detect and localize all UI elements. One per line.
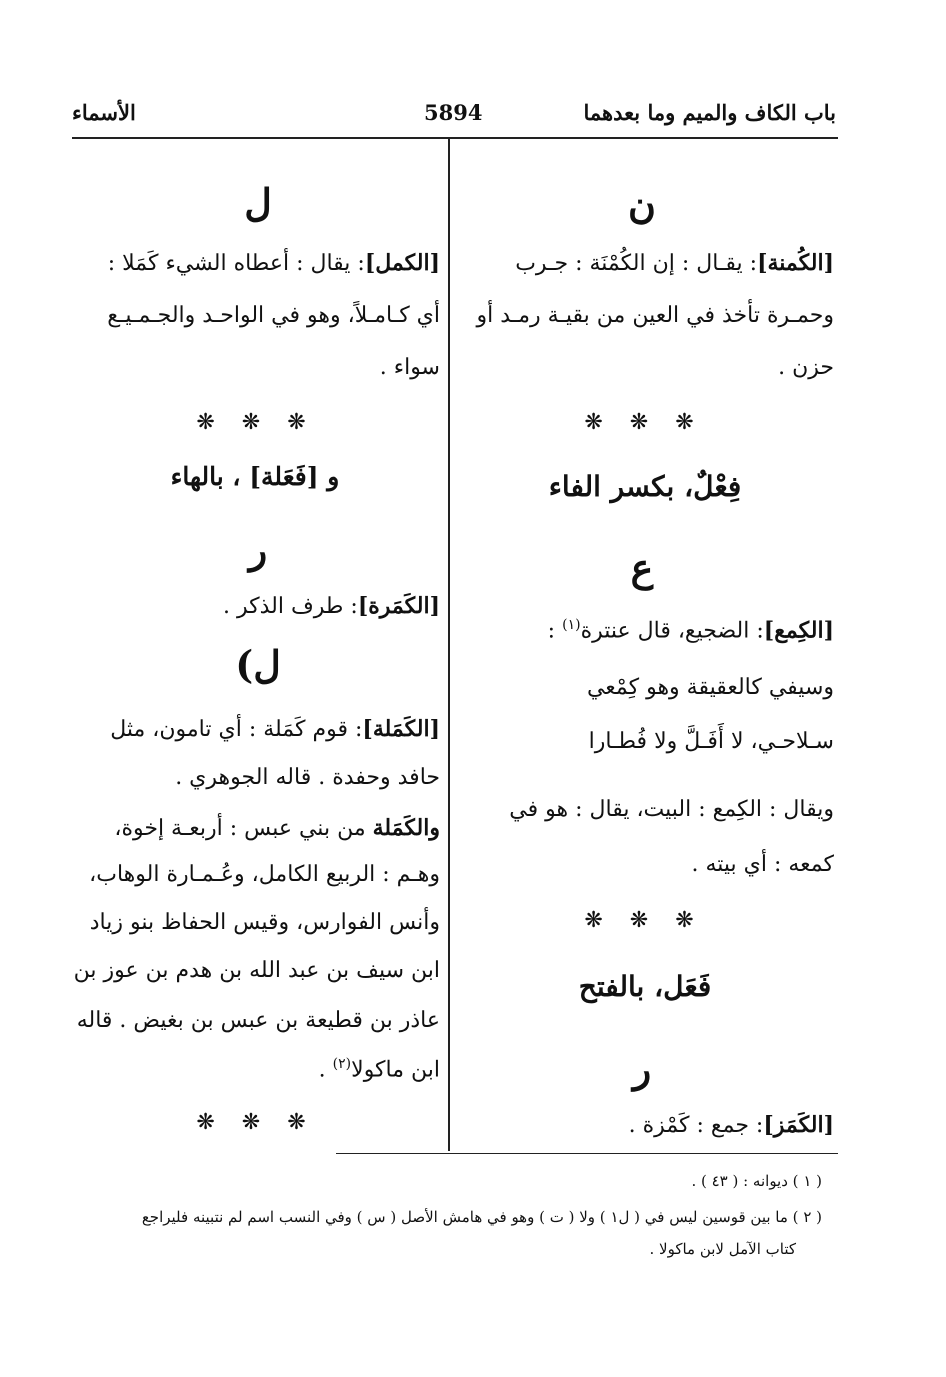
section-letter-noon: ن bbox=[628, 182, 656, 227]
verse-hemistich-2: سـلاحـي، لا أَفَـلَّ ولا فُطـارا bbox=[588, 729, 834, 754]
entry-kamaz-term: [الكَمَز] bbox=[763, 1112, 834, 1138]
entry-kamala2-text6: ابن ماكولا bbox=[351, 1057, 440, 1083]
entry-kamala-term: [الكَمَلة] bbox=[362, 716, 440, 742]
entry-kim-line2: ويقال : الكِمع : البيت، يقال : هو في bbox=[509, 797, 834, 822]
footnote-2-line1: ( ٢ ) ما بين قوسين ليس في ( ل١ ) ولا ( ت ) وهو في هامش الأصل ( س ) وفي النسب اسم لم نتبينه فليراجع bbox=[141, 1208, 822, 1226]
entry-kamara bbox=[223, 593, 440, 619]
entry-kamala2-line3: وأنس الفوارس، وقيس الحفاظ بنو زياد bbox=[89, 910, 440, 935]
footnote-2-line2: كتاب الآمل لابن ماكولا . bbox=[649, 1240, 796, 1258]
section-letter-lam: ل bbox=[244, 180, 272, 225]
entry-kamil-line3: سواء . bbox=[379, 355, 440, 380]
entry-kamil-line1 bbox=[108, 250, 440, 276]
entry-kim-colon: : bbox=[547, 618, 556, 644]
section-letter-lam-bracketed: (ل bbox=[235, 642, 281, 687]
separator-stars: ❋ ❋ ❋ bbox=[196, 410, 316, 435]
footnote-rule bbox=[336, 1153, 838, 1154]
section-letter-ra: ر bbox=[248, 527, 268, 572]
footnote-1: ( ١ ) ديوانه : ( ٤٣ ) . bbox=[691, 1172, 822, 1190]
section-letter-ain: ع bbox=[630, 545, 654, 590]
entry-kamala2-line2: وهـم : الربيع الكامل، وعُـمـارة الوهاب، bbox=[89, 862, 440, 887]
entry-kumna-term: [الكُمنة] bbox=[757, 250, 834, 276]
entry-kamala2-line1 bbox=[114, 815, 440, 841]
entry-kamara-term: [الكَمَرة] bbox=[357, 593, 440, 619]
page-number: 5894 bbox=[424, 100, 483, 125]
entry-kamala2-line5: عاذر بن قطيعة بن عبس بن بغيض . قاله bbox=[76, 1008, 440, 1033]
entry-kim-line3: كمعه : أي بيته . bbox=[691, 852, 834, 877]
heading-faala-haa: و [فَعَلة] ، بالهاء bbox=[170, 462, 340, 491]
entry-kamara-text: : طرف الذكر . bbox=[223, 594, 358, 619]
footnote-ref-2: (٢) bbox=[332, 1056, 352, 1072]
entry-kumna-line2: وحمـرة تأخذ في العين من بقيـة رمـد أو bbox=[476, 303, 834, 328]
entry-kamil-line2: أي كـامـلاً، وهو في الواحـد والجـمـيـع bbox=[107, 303, 440, 328]
entry-kamil-term: [الكمل] bbox=[364, 250, 440, 276]
header-rule bbox=[72, 137, 838, 139]
entry-kamil-text: : يقال : أعطاه الشيء كَمَلا : bbox=[107, 251, 365, 276]
entry-kamaz bbox=[629, 1112, 834, 1138]
running-head-left: الأسماء bbox=[72, 100, 136, 125]
separator-stars: ❋ ❋ ❋ bbox=[584, 908, 704, 933]
entry-kumna-text: : يقـال : إن الكُمْنَة : جـرب bbox=[515, 251, 758, 276]
entry-kamala-line1 bbox=[110, 716, 440, 742]
column-divider bbox=[448, 139, 450, 1151]
footnote-ref-1: (١) bbox=[562, 617, 581, 633]
entry-kamala2-term: والكَمَلة bbox=[372, 815, 440, 841]
separator-stars: ❋ ❋ ❋ bbox=[196, 1110, 316, 1135]
entry-kamala-text: : قوم كَمَلة : أي تامون، مثل bbox=[110, 717, 363, 742]
heading-fiel-kasr: فِعْلٌ، بكسر الفاء bbox=[548, 470, 742, 503]
entry-kamala2-text: من بني عبس : أربعـة إخوة، bbox=[114, 816, 366, 841]
section-letter-ra: ر bbox=[632, 1046, 652, 1091]
heading-faal-fath: فَعَل، بالفتح bbox=[578, 970, 712, 1003]
entry-kumna-line3: حزن . bbox=[778, 355, 834, 380]
entry-kim-line1 bbox=[548, 617, 834, 643]
separator-stars: ❋ ❋ ❋ bbox=[584, 410, 704, 435]
verse-hemistich-1: وسيفي كالعقيقة وهو كِمْعي bbox=[586, 675, 834, 700]
entry-kamala2-line4: ابن سيف بن عبد الله بن هدم بن عوز بن bbox=[73, 958, 440, 983]
entry-kim-text: : الضجيع، قال عنترة bbox=[580, 618, 764, 644]
entry-kamala2-line6 bbox=[319, 1056, 440, 1082]
entry-kim-term: [الكِمع] bbox=[763, 617, 834, 644]
entry-kamala2-end: . bbox=[318, 1057, 326, 1083]
running-head-right: باب الكاف والميم وما بعدهما bbox=[583, 100, 836, 125]
entry-kamaz-text: : جمع : كَمْزة . bbox=[628, 1113, 764, 1138]
entry-kumna-line1 bbox=[470, 250, 834, 276]
entry-kamala-line2: حافد وحفدة . قاله الجوهري . bbox=[175, 765, 440, 790]
